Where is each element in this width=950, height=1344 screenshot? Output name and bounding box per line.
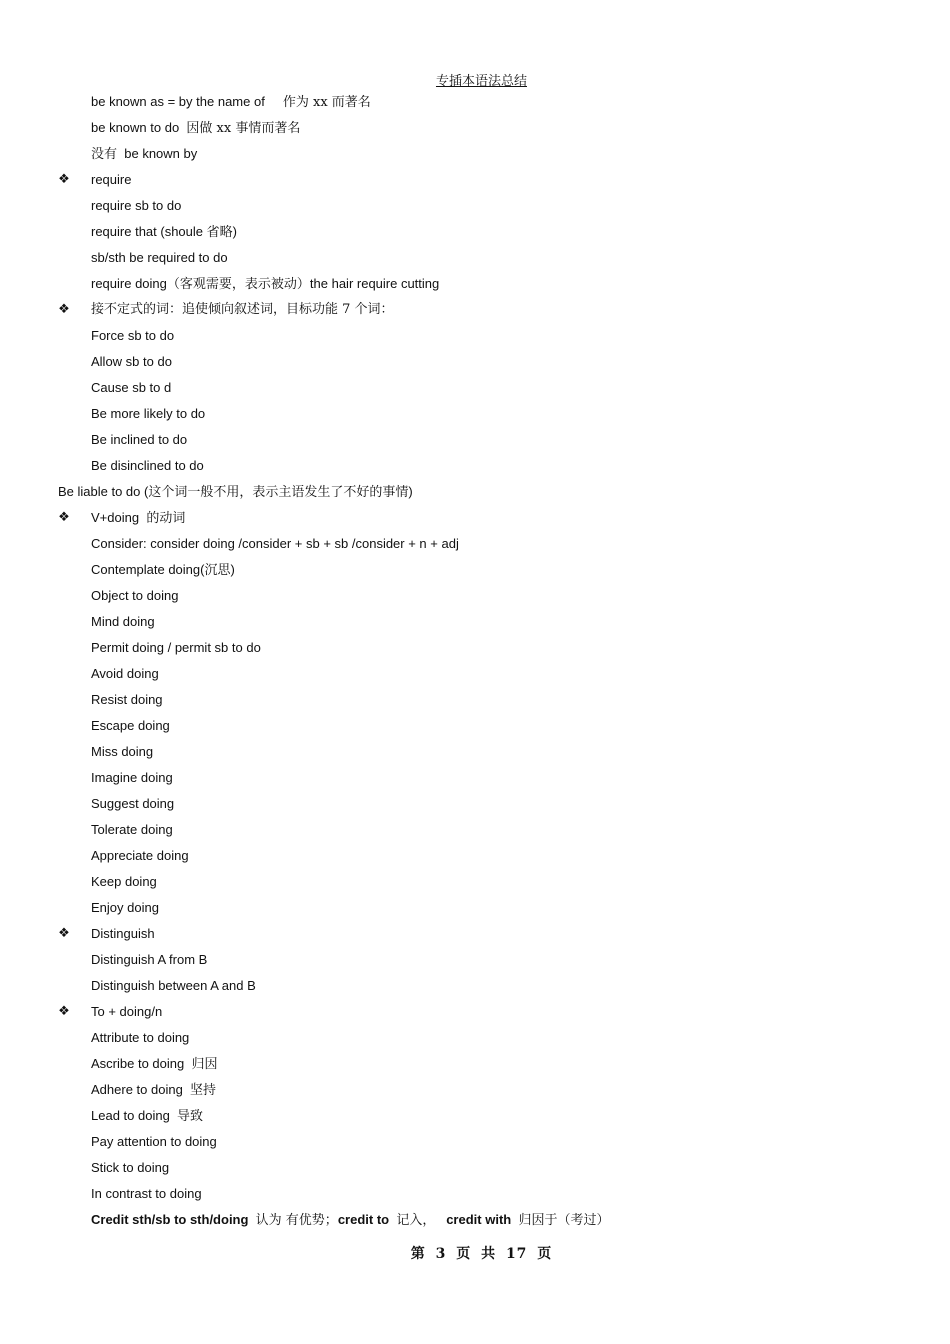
diamond-bullet-icon: ❖ (58, 302, 70, 317)
list-item: Be inclined to do (91, 432, 188, 447)
section-heading: To + doing/n (91, 1004, 163, 1019)
list-item: Attribute to doing (91, 1030, 190, 1045)
list-item: Imagine doing (91, 770, 173, 785)
list-item: Escape doing (91, 718, 170, 733)
list-item: Pay attention to doing (91, 1134, 217, 1149)
list-item: Be liable to do (这个词一般不用，表示主语发生了不好的事情) (58, 484, 413, 500)
list-item: Mind doing (91, 614, 155, 629)
list-item: Object to doing (91, 588, 179, 603)
list-item: Distinguish A from B (91, 952, 208, 967)
list-item: Ascribe to doing 归因 (91, 1056, 218, 1072)
list-item: be known as = by the name of 作为 xx 而著名 (91, 94, 371, 110)
diamond-bullet-icon: ❖ (58, 172, 70, 187)
list-item: be known to do 因做 xx 事情而著名 (91, 120, 301, 136)
list-item: Stick to doing (91, 1160, 170, 1175)
list-item: Allow sb to do (91, 354, 172, 369)
list-item: Permit doing / permit sb to do (91, 640, 261, 655)
list-item: Be disinclined to do (91, 458, 204, 473)
section-heading: Distinguish (91, 926, 155, 941)
list-item: Appreciate doing (91, 848, 189, 863)
section-heading: V+doing 的动词 (91, 510, 186, 526)
list-item: Suggest doing (91, 796, 175, 811)
list-item: Lead to doing 导致 (91, 1108, 204, 1124)
list-item: Miss doing (91, 744, 154, 759)
list-item: In contrast to doing (91, 1186, 202, 1201)
diamond-bullet-icon: ❖ (58, 510, 70, 525)
list-item: Adhere to doing 坚持 (91, 1082, 217, 1098)
list-item: Be more likely to do (91, 406, 206, 421)
list-item: Contemplate doing(沉思) (91, 562, 235, 578)
list-item: Cause sb to d (91, 380, 172, 395)
list-item: sb/sth be required to do (91, 250, 228, 265)
diamond-bullet-icon: ❖ (58, 1004, 70, 1019)
list-item: Credit sth/sb to sth/doing 认为 有优势；credit to 记入， credit with 归因于（考过） (91, 1212, 610, 1228)
list-item: Avoid doing (91, 666, 159, 681)
list-item: Tolerate doing (91, 822, 173, 837)
document-title: 专插本语法总结 (435, 74, 527, 89)
list-item: Force sb to do (91, 328, 175, 343)
list-item: Keep doing (91, 874, 157, 889)
list-item: require sb to do (91, 198, 182, 213)
list-item: 没有 be known by (91, 146, 198, 162)
list-item: require that (shoule 省略) (91, 224, 237, 240)
diamond-bullet-icon: ❖ (58, 926, 70, 941)
list-item: require doing（客观需要，表示被动）the hair require cutting (91, 276, 440, 292)
page-number: 第 3 页 共 17 页 (410, 1246, 553, 1262)
section-heading: 接不定式的词：追使倾向叙述词，目标功能 7 个词： (91, 302, 394, 317)
section-heading: require (91, 172, 132, 187)
list-item: Distinguish between A and B (91, 978, 256, 993)
list-item: Enjoy doing (91, 900, 159, 915)
list-item: Consider: consider doing /consider + sb + sb /consider + n + adj (91, 536, 459, 551)
list-item: Resist doing (91, 692, 163, 707)
